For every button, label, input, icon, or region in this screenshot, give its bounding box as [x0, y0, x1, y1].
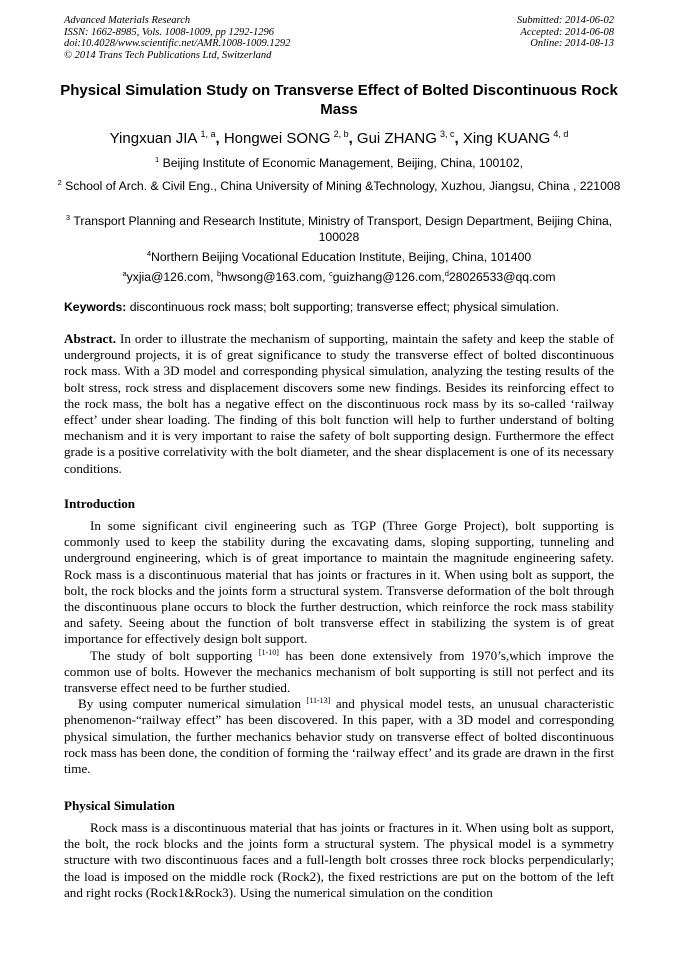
keywords-line	[64, 300, 614, 314]
introduction-body	[64, 518, 614, 777]
doi-line: doi:10.4028/www.scientific.net/AMR.1008-1009.1292	[64, 38, 291, 50]
author-affil-sup: 2, b	[333, 129, 349, 139]
affiliation-number: 2	[57, 178, 62, 187]
accepted-date: Accepted: 2014-06-08	[520, 26, 614, 38]
email-sup: c	[329, 269, 333, 278]
affiliation-text: Transport Planning and Research Institute, Ministry of Transport, Design Department, Beijing China, 100028	[73, 214, 613, 244]
journal-name: Advanced Materials Research	[64, 15, 191, 26]
affiliation-text: School of Arch. & Civil Eng., China University of Mining &Technology, Xuzhou, Jiangsu, China , 221008	[65, 179, 621, 193]
author-affil-sup: 3, c	[439, 129, 455, 139]
issn-line: ISSN: 1662-8985, Vols. 1008-1009, pp 1292-1296	[64, 26, 274, 38]
affiliation-number: 4	[146, 249, 152, 258]
email-address[interactable]: hwsong@163.com,	[221, 270, 330, 284]
paragraph	[64, 648, 614, 697]
paragraph-text: has been done extensively from 1970’s,which improve the common use of bolts. However the mechanics mechanism of bolt supporting is still not perfect and its transverse effect need to be further studied.	[64, 647, 614, 696]
affiliation-number: 3	[65, 213, 70, 222]
paragraph-text: The study of bolt supporting	[90, 647, 259, 663]
copyright-line: © 2014 Trans Tech Publications Ltd, Switzerland	[64, 49, 272, 61]
author-affil-sup: 1, a	[200, 129, 216, 139]
author-name: Hongwei SONG	[223, 130, 331, 147]
paragraph: In some significant civil engineering such as TGP (Three Gorge Project), bolt supporting is commonly used to keep the stability during the excavating dams, sloping supporting, tunneling and underground engineering, which is of great importance to maintain the magnitude engineering safety. Rock mass is a discontinuous material that has joints or fractures in it. When using bolt as support, the bolt, the rock blocks and the joints form a structural system. Transverse deformation of the bolt through the discontinuous plane occurs to block the further destruction, which reinforce the rock mass stability and safety. Seeing about the function of bolt transverse effect in stabilizing the system is of great importance for effectively design bolt support.	[64, 518, 614, 647]
email-sup: a	[122, 269, 127, 278]
section-heading-introduction: Introduction	[64, 496, 136, 511]
author-name: Gui ZHANG	[356, 130, 437, 147]
affiliation-number: 1	[155, 155, 160, 164]
abstract-block	[64, 331, 614, 477]
email-address[interactable]: guizhang@126.com,	[332, 270, 445, 284]
author-affil-sup: 4, d	[553, 129, 569, 139]
affiliation-text: Northern Beijing Vocational Education Institute, Beijing, China, 101400	[151, 250, 532, 264]
affiliation-text: Beijing Institute of Economic Management, Beijing, China, 100102,	[162, 156, 523, 170]
physical-simulation-body	[64, 820, 614, 901]
affiliation-3	[55, 214, 623, 245]
email-list	[50, 270, 628, 284]
keywords-label: Keywords:	[64, 300, 127, 314]
section-heading-physical-simulation: Physical Simulation	[64, 798, 175, 813]
citation-ref[interactable]: [1-10]	[258, 647, 279, 657]
email-sup: b	[216, 269, 222, 278]
citation-ref[interactable]: [11-13]	[306, 696, 331, 706]
paragraph: Rock mass is a discontinuous material that has joints or fractures in it. When using bolt as support, the bolt, the rock blocks and the joints form a structural system. The physical model is a symmetry structure with two discontinuous faces and a full-length bolt crosses three rock blocks perpendicularly; the load is imposed on the middle rock (Rock2), the fixed restrictions are put on the bottom of the left and right rocks (Rock1&Rock3). Using the numerical simulation on the condition	[64, 820, 614, 900]
abstract-label: Abstract.	[64, 331, 116, 346]
email-address[interactable]: 28026533@qq.com	[448, 270, 556, 284]
affiliation-1	[55, 156, 623, 172]
submitted-date: Submitted: 2014-06-02	[516, 15, 614, 26]
online-date: Online: 2014-08-13	[530, 38, 614, 50]
journal-header-right	[517, 15, 614, 50]
paper-title: Physical Simulation Study on Transverse Effect of Bolted Discontinuous Rock Mass	[60, 82, 618, 118]
paragraph-text: and physical model tests, an unusual characteristic phenomenon-“railway effect” has been discovered. In this paper, with a 3D model and corresponding physical simulation, the further mechanics behavior study on transverse effect of bolted discontinuous rock mass has been done, the condition of forming the ‘railway effect’ and its grade are drawn in the first time.	[64, 696, 614, 777]
author-list: Yingxuan JIA $^{1, a}$, Hongwei SONG $^{2, b}$, Gui ZHANG $^{3, c}$, Xing KUANG $^{4, d}$	[109, 129, 569, 147]
affiliation-2	[55, 179, 623, 195]
affiliation-4	[55, 250, 623, 266]
keywords-text: discontinuous rock mass; bolt supporting; transverse effect; physical simulation.	[126, 300, 559, 314]
journal-header-left	[64, 15, 290, 61]
paragraph-text: By using computer numerical simulation	[78, 696, 307, 712]
author-name: Yingxuan JIA	[109, 130, 198, 147]
email-sup: d	[444, 269, 449, 278]
email-address[interactable]: yxjia@126.com,	[126, 270, 217, 284]
paragraph	[64, 696, 614, 777]
author-name: Xing KUANG	[462, 130, 551, 147]
abstract-text: In order to illustrate the mechanism of supporting, maintain the safety and keep the stable of underground projects, it is of great significance to study the transverse effect of bolted discontinuous rock mass. With a 3D model and corresponding physical simulation, analyzing the testing results of the bolt stress, rock stress and displacement discovers some new findings. Besides its reinforcing effect to the rock mass, the bolt has a negative effect on the discontinuous rock mass by its so-called ‘railway effect’ under shear loading. The finding of this bolt function will help to further understand of bolting mechanism and it is very important to raise the safety of bolt supporting design. Furthermore the effect grade is a positive correlativity with the bolt diameter, and the shear displacement is one of its necessary conditions.	[64, 331, 614, 476]
